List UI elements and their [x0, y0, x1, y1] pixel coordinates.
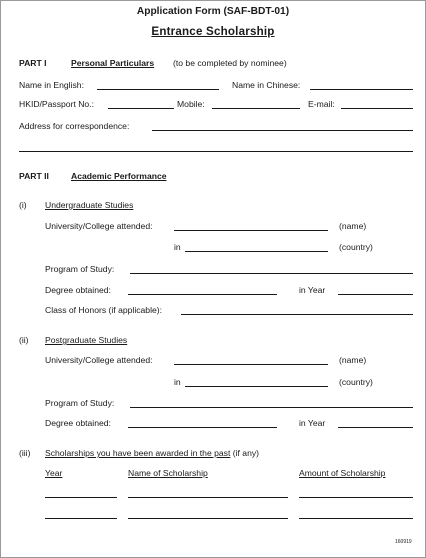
pg-university-label: University/College attended:	[45, 355, 153, 365]
ug-honors-field[interactable]	[181, 314, 413, 315]
col-amount-header: Amount of Scholarship	[299, 468, 386, 478]
section3-heading: Scholarships you have been awarded in the past	[45, 448, 231, 458]
pg-country-field[interactable]	[185, 386, 328, 387]
section1-heading: Undergraduate Studies	[45, 200, 134, 210]
pg-name-suffix: (name)	[339, 355, 367, 365]
scholarship-name-field-2[interactable]	[128, 518, 288, 519]
form-code: 160919	[395, 539, 412, 545]
pg-country-suffix: (country)	[339, 377, 373, 387]
section3-heading-suffix: (if any)	[232, 448, 260, 458]
hkid-field[interactable]	[108, 108, 174, 109]
part2-heading: Academic Performance	[71, 171, 167, 181]
pg-program-label: Program of Study:	[45, 398, 115, 408]
pg-university-field[interactable]	[174, 364, 328, 365]
ug-honors-label: Class of Honors (if applicable):	[45, 305, 163, 315]
name-chinese-field[interactable]	[310, 89, 413, 90]
name-english-field[interactable]	[97, 89, 219, 90]
ug-university-label: University/College attended:	[45, 221, 153, 231]
scholarship-amount-field-1[interactable]	[299, 497, 413, 498]
name-chinese-label: Name in Chinese:	[232, 80, 301, 90]
scholarship-year-field-1[interactable]	[45, 497, 117, 498]
section3-heading-line	[45, 448, 259, 458]
scholarship-amount-field-2[interactable]	[299, 518, 413, 519]
ug-university-field[interactable]	[174, 230, 328, 231]
section2-number: (ii)	[19, 335, 29, 345]
pg-degree-field[interactable]	[128, 427, 277, 428]
email-field[interactable]	[341, 108, 413, 109]
address-label: Address for correspondence:	[19, 121, 130, 131]
ug-year-field[interactable]	[338, 294, 413, 295]
pg-year-label: in Year	[299, 418, 326, 428]
part1-label: PART I	[19, 58, 47, 68]
email-label: E-mail:	[308, 99, 335, 109]
scholarship-year-field-2[interactable]	[45, 518, 117, 519]
ug-country-suffix: (country)	[339, 242, 373, 252]
section3-number: (iii)	[19, 448, 31, 458]
part1-heading: Personal Particulars	[71, 58, 155, 68]
pg-year-field[interactable]	[338, 427, 413, 428]
ug-degree-label: Degree obtained:	[45, 285, 111, 295]
col-name-header: Name of Scholarship	[128, 468, 208, 478]
section2-heading: Postgraduate Studies	[45, 335, 128, 345]
ug-in-label: in	[174, 242, 181, 252]
ug-country-field[interactable]	[185, 251, 328, 252]
ug-year-label: in Year	[299, 285, 326, 295]
pg-program-field[interactable]	[130, 407, 413, 408]
section1-number: (i)	[19, 200, 27, 210]
ug-program-label: Program of Study:	[45, 264, 115, 274]
ug-program-field[interactable]	[130, 273, 413, 274]
address-field-line-1[interactable]	[152, 130, 413, 131]
pg-in-label: in	[174, 377, 181, 387]
part2-label: PART II	[19, 171, 49, 181]
name-english-label: Name in English:	[19, 80, 84, 90]
form-subtitle: Entrance Scholarship	[151, 25, 275, 38]
col-year-header: Year	[45, 468, 63, 478]
mobile-field[interactable]	[212, 108, 300, 109]
mobile-label: Mobile:	[177, 99, 205, 109]
address-field-line-2[interactable]	[19, 151, 413, 152]
hkid-label: HKID/Passport No.:	[19, 99, 94, 109]
part1-note: (to be completed by nominee)	[173, 58, 287, 68]
form-title: Application Form (SAF-BDT-01)	[136, 6, 290, 17]
ug-degree-field[interactable]	[128, 294, 277, 295]
ug-name-suffix: (name)	[339, 221, 367, 231]
scholarship-name-field-1[interactable]	[128, 497, 288, 498]
pg-degree-label: Degree obtained:	[45, 418, 111, 428]
